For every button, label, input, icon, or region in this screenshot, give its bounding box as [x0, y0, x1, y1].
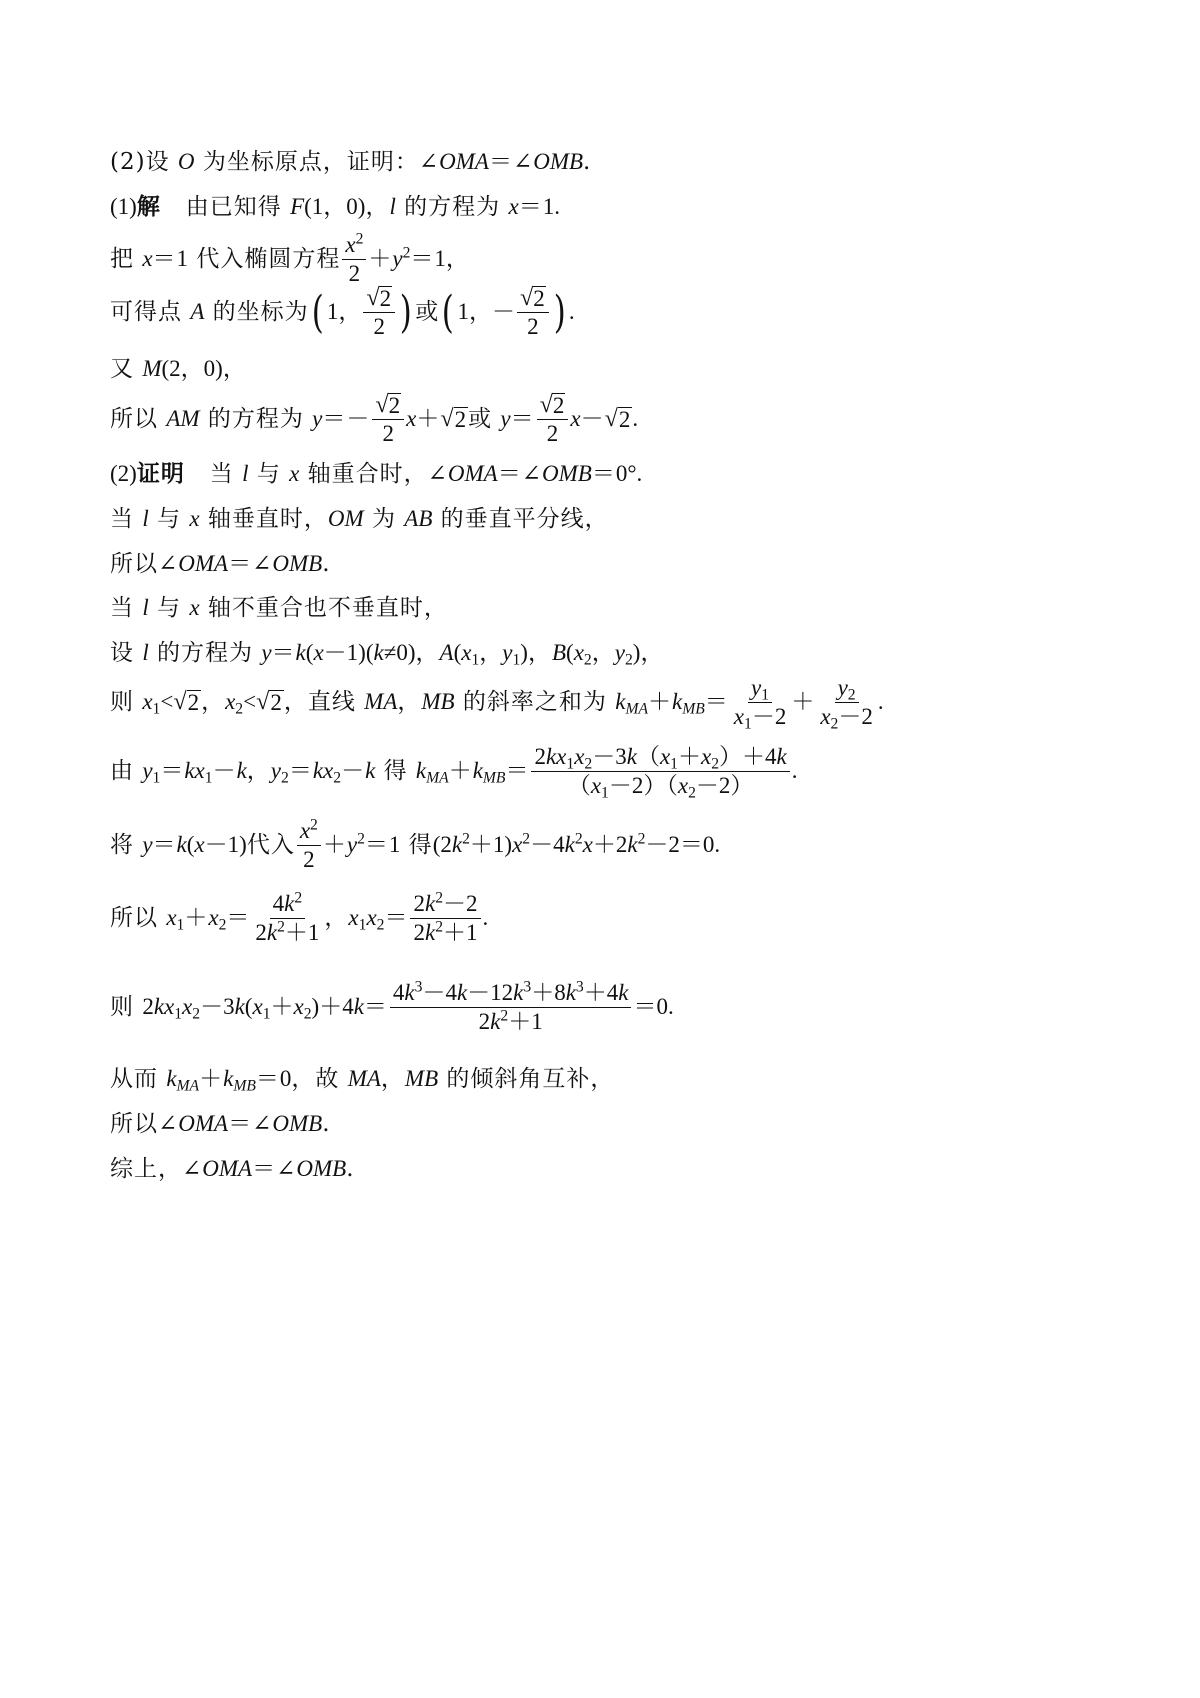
solution-part-1-header: (1)解 由已知得 F(1，0)，l 的方程为 x＝1. [110, 193, 560, 220]
line-l-setup: 设 l 的方程为 y＝k(x－1)(k≠0)，$A(x_1$，$y_1$)，$B(x_2$，$y_2$)， [110, 640, 665, 669]
conclusion-general: 所以∠OMA＝∠OMB. [110, 1111, 331, 1137]
slope-sum-simplified: 由 $y_1=kx_1-k$，$y_2=kx_2-k$ 得 $k_{MA}+k_{MB}=$ $\frac{2kx_1x_2-3k(x_1+x_2)+4k}{(x_1-2)(x_2-2)}$ . [110, 744, 798, 803]
substitute-into-ellipse: 将 y＝k(x－1)代入 $\frac{x^2}{2}$ $+y^2=1$ 得$(2k^2+1)x^2-4k^2x+2k^2-2=0$. [110, 816, 721, 873]
case-vertical: 当 l 与 x 轴垂直时，OM 为 AB 的垂直平分线， [110, 506, 609, 532]
case-general: 当 l 与 x 轴不重合也不垂直时， [110, 595, 448, 621]
slopes-complementary: 从而 $k_{MA}+k_{MB}=0$，故 MA，MB 的倾斜角互补， [110, 1066, 615, 1095]
substitute-line: 把 x＝1 代入椭圆方程 $\frac{x^2}{2}$ $+y^2=1$， [110, 230, 469, 287]
numerator-evaluation: 则 $2kx_1x_2-3k(x_1+x_2)+4k=$ $\frac{4k^3-4k-12k^3+8k^3+4k}{2k^2+1}$ ＝0. [110, 978, 674, 1035]
problem-part-2: (2)设 O 为坐标原点，证明：∠OMA＝∠OMB. [110, 149, 592, 175]
final-conclusion: 综上，∠OMA＝∠OMB. [110, 1156, 355, 1182]
point-m: 又 M(2，0)， [110, 356, 247, 382]
vieta-relations: 所以 $x_1+x_2=$ $\frac{4k^2}{2k^2+1}$ ，$x_1x_2=$ $\frac{2k^2-2}{2k^2+1}$ . [110, 889, 489, 946]
proof-part-2-header: (2)证明 当 l 与 x 轴重合时，∠OMA＝∠OMB＝0°. [110, 460, 643, 487]
conclusion-vertical: 所以∠OMA＝∠OMB. [110, 551, 331, 577]
slope-sum: 则 $x_1<$ √ 2 ，$x_2<$ √ 2 ，直线 MA，MB 的斜率之和为 $k_{MA}+k_{MB}=$ $\frac{y_1}{x_1-2}$ ＋ $\frac{y_2}{x_2-2}$ . [110, 675, 884, 734]
point-a-coordinates: 可得点 A 的坐标为( 1， √ 2 2 ) 或( 1，－ √ 2 2 ) . [110, 284, 575, 340]
line-am-equation: 所以 AM 的方程为 y＝－ √ 2 2 x＋ √ 2 或 y＝ √ 2 2 x－ √ 2 . [110, 391, 639, 447]
